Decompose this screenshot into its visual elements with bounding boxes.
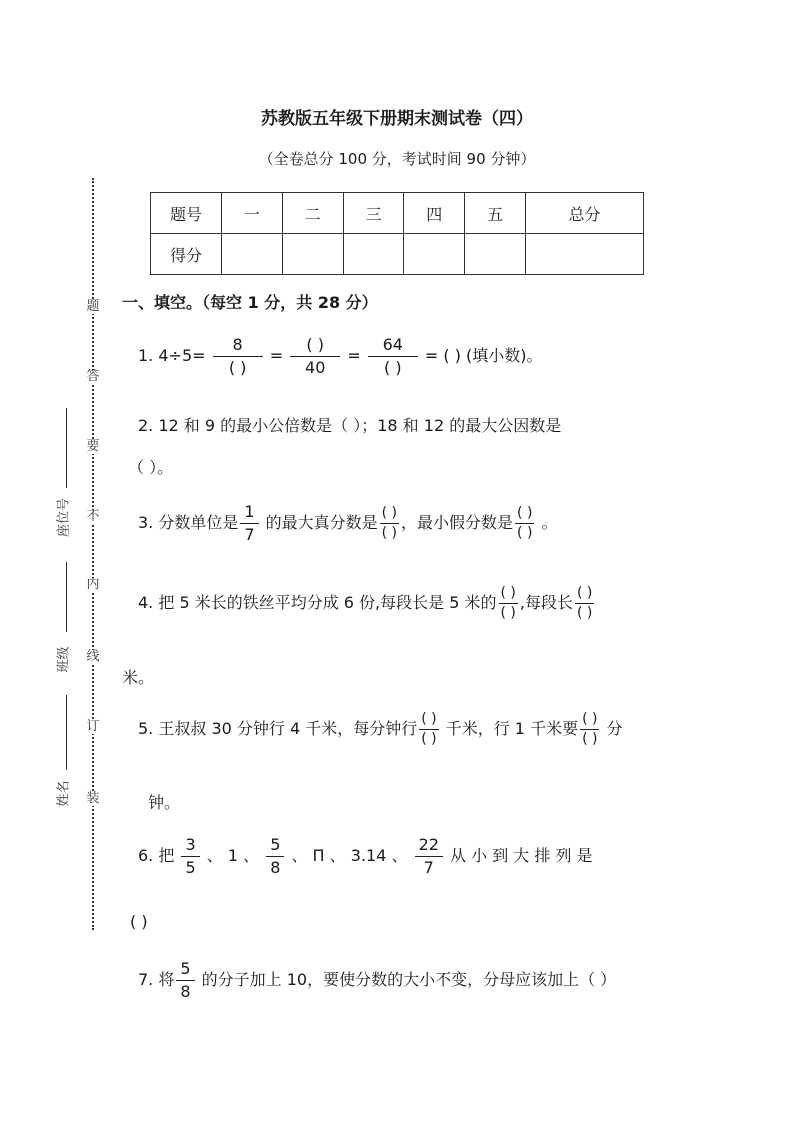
q6-b-numerator: 5 (266, 834, 284, 857)
q4-b2-numerator[interactable]: ( ) (575, 584, 594, 604)
q3-b1-numerator[interactable]: ( ) (380, 504, 399, 524)
section-1-title: 一、填空。（每空 1 分，共 28 分） (122, 293, 378, 312)
q3-blank-fraction-1[interactable] (380, 504, 399, 543)
margin-char-8: 装 (86, 791, 100, 806)
cell-total: 总分 (525, 193, 643, 234)
question-6 (138, 834, 593, 879)
q4-blank-fraction-1[interactable] (499, 584, 518, 623)
cell-section-4: 四 (404, 193, 465, 234)
q5-b2-numerator[interactable]: ( ) (580, 710, 599, 730)
q7-numerator: 5 (176, 958, 194, 981)
q7-part-2[interactable]: 的分子加上 10，要使分数的大小不变，分母应该加上（ ） (196, 970, 617, 989)
q6-sep-1: 、 1 、 (206, 846, 260, 865)
score-table-score-row (151, 234, 644, 275)
q1-fraction-2 (290, 334, 340, 379)
score-table (150, 192, 644, 275)
q1-prefix: 1. 4÷5= (138, 346, 206, 365)
margin-char-5: 内 (86, 577, 100, 592)
score-input-5[interactable] (465, 234, 526, 275)
class-label: 班级 (56, 646, 72, 673)
q4-blank-fraction-2[interactable] (575, 584, 594, 623)
score-table-header-row (151, 193, 644, 234)
question-4 (138, 584, 596, 623)
q4-b1-numerator[interactable]: ( ) (499, 584, 518, 604)
q3-b2-numerator[interactable]: ( ) (515, 504, 534, 524)
q5-part-2: 千米，行 1 千米要 (440, 719, 579, 738)
q3-part-2: 的最大真分数是 (260, 513, 378, 532)
q7-part-1: 7. 将 (138, 970, 175, 989)
q1-f3-numerator: 64 (368, 334, 418, 357)
margin-char-1: 题 (86, 299, 100, 314)
q6-part-2: 从 小 到 大 排 列 是 (450, 846, 593, 865)
exam-title: 苏教版五年级下册期末测试卷（四） (261, 109, 533, 129)
q3-part-4: 。 (536, 513, 558, 532)
q3-unit-fraction (240, 501, 258, 546)
q1-tail[interactable]: = ( ) (填小数)。 (424, 346, 543, 365)
cell-question-number-label: 题号 (151, 193, 222, 234)
question-7 (138, 958, 616, 1003)
q7-denominator: 8 (180, 982, 191, 1001)
q1-f3-denominator[interactable]: ( ) (384, 358, 402, 377)
q1-equals-1: = (269, 346, 284, 365)
q5-blank-fraction-2[interactable] (580, 710, 599, 749)
question-2-line-1[interactable]: 2. 12 和 9 的最小公倍数是（ ）；18 和 12 的最大公因数是 (138, 416, 562, 435)
q5-b1-denominator[interactable]: ( ) (421, 731, 437, 747)
q6-a-denominator: 5 (185, 858, 196, 877)
q6-a-numerator: 3 (181, 834, 199, 857)
q4-b1-denominator[interactable]: ( ) (500, 605, 516, 621)
q1-fraction-1 (213, 334, 263, 379)
q3-part-1: 3. 分数单位是 (138, 513, 239, 532)
question-4-line-2: 米。 (122, 668, 155, 687)
q3-b2-denominator[interactable]: ( ) (517, 525, 533, 541)
question-6-answer-blank[interactable]: ( ) (130, 912, 148, 931)
q5-b1-numerator[interactable]: ( ) (419, 710, 438, 730)
q1-f2-denominator: 40 (305, 358, 326, 377)
q3-unit-denominator: 7 (244, 525, 255, 544)
binding-dotted-line (92, 178, 94, 930)
name-blank (66, 695, 67, 770)
name-label: 姓名 (56, 780, 72, 807)
q6-part-1: 6. 把 (138, 846, 175, 865)
question-5 (138, 710, 623, 749)
q1-equals-2: = (347, 346, 361, 365)
question-3 (138, 501, 558, 546)
cell-section-1: 一 (222, 193, 283, 234)
q6-fraction-a (181, 834, 199, 879)
margin-char-3: 要 (86, 439, 100, 454)
q4-part-2: ,每段长 (519, 593, 573, 612)
q5-part-1: 5. 王叔叔 30 分钟行 4 千米，每分钟行 (138, 719, 418, 738)
exam-subtitle: （全卷总分 100 分，考试时间 90 分钟） (258, 150, 536, 168)
question-1 (138, 334, 543, 379)
question-5-line-2: 钟。 (148, 793, 181, 812)
q5-b2-denominator[interactable]: ( ) (582, 731, 598, 747)
q3-unit-numerator: 1 (240, 501, 258, 524)
seat-number-label: 座位号 (56, 498, 72, 538)
score-input-1[interactable] (222, 234, 283, 275)
score-input-2[interactable] (282, 234, 343, 275)
q3-b1-denominator[interactable]: ( ) (381, 525, 398, 541)
q6-b-denominator: 8 (270, 858, 281, 877)
q6-sep-2: 、 Π 、 3.14 、 (291, 846, 408, 865)
q1-fraction-3 (368, 334, 418, 379)
margin-char-7: 订 (86, 719, 100, 734)
score-input-total[interactable] (525, 234, 643, 275)
score-input-4[interactable] (404, 234, 465, 275)
cell-section-2: 二 (282, 193, 343, 234)
q6-fraction-c (415, 834, 443, 879)
class-blank (66, 562, 67, 632)
margin-char-4: 不 (86, 509, 100, 524)
q1-f2-numerator[interactable]: ( ) (290, 334, 340, 357)
q6-c-denominator: 7 (423, 858, 434, 877)
margin-char-6: 线 (86, 649, 100, 664)
q7-fraction (176, 958, 194, 1003)
q6-fraction-b (266, 834, 284, 879)
cell-section-3: 三 (343, 193, 404, 234)
q1-f1-numerator: 8 (213, 334, 263, 357)
q1-f1-denominator[interactable]: ( ) (228, 358, 247, 377)
q3-part-3: ，最小假分数是 (401, 513, 514, 532)
question-2-line-2[interactable]: （ ）。 (128, 458, 174, 477)
q4-b2-denominator[interactable]: ( ) (576, 605, 593, 621)
q6-c-numerator: 22 (415, 834, 443, 857)
q4-part-1: 4. 把 5 米长的铁丝平均分成 6 份,每段长是 5 米的 (138, 593, 497, 612)
q5-blank-fraction-1[interactable] (419, 710, 438, 749)
margin-char-2: 答 (86, 369, 100, 384)
cell-score-label: 得分 (151, 234, 222, 275)
score-input-3[interactable] (343, 234, 404, 275)
q3-blank-fraction-2[interactable] (515, 504, 534, 543)
q5-part-3: 分 (601, 719, 623, 738)
cell-section-5: 五 (465, 193, 526, 234)
seat-number-blank (66, 408, 67, 488)
